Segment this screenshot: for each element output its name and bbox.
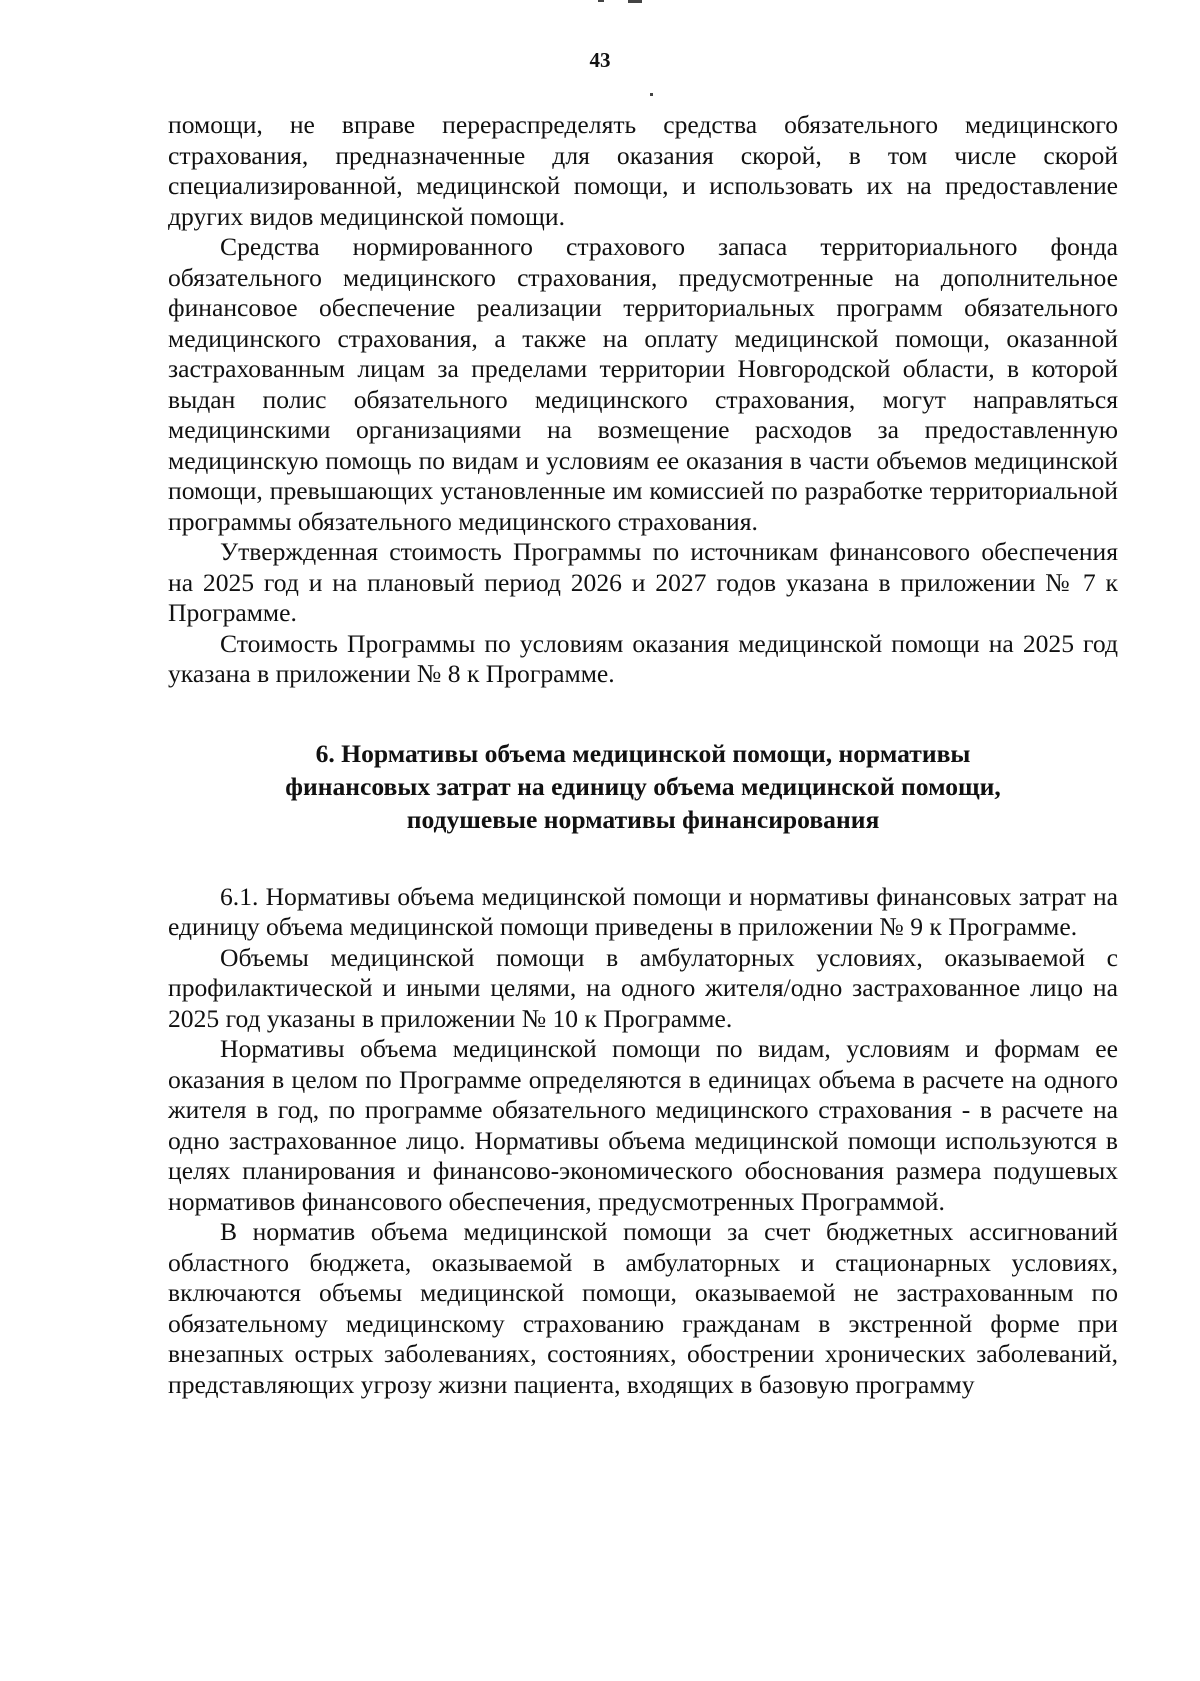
scan-mark-top bbox=[628, 0, 642, 3]
document-body bbox=[168, 110, 1118, 1400]
page-number: 43 bbox=[589, 48, 611, 72]
paragraph-3: Утвержденная стоимость Программы по источникам финансового обеспечения на 2025 год и на плановый период 2026 и 2027 годов указана в приложении № 7 к Программе. bbox=[168, 537, 1118, 627]
scan-mark-top-2 bbox=[598, 0, 604, 2]
paragraph-1: помощи, не вправе перераспределять средства обязательного медицинского страхования, предназначенные для оказания скорой, в том числе скорой специализированной, медицинской помощи, и использовать их на предоставление других видов медицинской помощи. bbox=[168, 110, 1118, 231]
paragraph-7: Нормативы объема медицинской помощи по видам, условиям и формам ее оказания в целом по Программе определяются в единицах объема в расчете на одного жителя в год, по программе обязательного медицинского страхования - в расчете на одно застрахованное лицо. Нормативы объема медицинской помощи используются в целях планирования и финансово-экономического обоснования размера подушевых нормативов финансового обеспечения, предусмотренных Программой. bbox=[168, 1034, 1118, 1216]
section-heading-line-2: финансовых затрат на единицу объема медицинской помощи, bbox=[285, 771, 1001, 801]
section-heading bbox=[168, 737, 1118, 836]
paragraph-8: В норматив объема медицинской помощи за счет бюджетных ассигнований областного бюджета, оказываемой в амбулаторных и стационарных условиях, включаются объемы медицинской помощи, оказываемой не застрахованным по обязательному медицинскому страхованию гражданам в экстренной форме при внезапных острых заболеваниях, состояниях, обострении хронических заболеваний, представляющих угрозу жизни пациента, входящих в базовую программу bbox=[168, 1217, 1118, 1399]
paragraph-5: 6.1. Нормативы объема медицинской помощи и нормативы финансовых затрат на единицу объема медицинской помощи приведены в приложении № 9 к Программе. bbox=[168, 881, 1118, 941]
section-heading-line-1: 6. Нормативы объема медицинской помощи, нормативы bbox=[315, 738, 971, 768]
scan-mark-dot bbox=[650, 93, 653, 96]
paragraph-2: Средства нормированного страхового запаса территориального фонда обязательного медицинского страхования, предусмотренные на дополнительное финансовое обеспечение реализации территориальных программ обязательного медицинского страхования, а также на оплату медицинской помощи, оказанной застрахованным лицам за пределами территории Новгородской области, в которой выдан полис обязательного медицинского страхования, могут направляться медицинскими организациями на возмещение расходов за предоставленную медицинскую помощь по видам и условиям ее оказания в части объемов медицинской помощи, превышающих установленные им комиссией по разработке территориальной программы обязательного медицинского страхования. bbox=[168, 232, 1118, 536]
section-heading-line-3: подушевые нормативы финансирования bbox=[406, 804, 880, 834]
paragraph-4: Стоимость Программы по условиям оказания медицинской помощи на 2025 год указана в приложении № 8 к Программе. bbox=[168, 628, 1118, 688]
paragraph-6: Объемы медицинской помощи в амбулаторных условиях, оказываемой с профилактической и иными целями, на одного жителя/одно застрахованное лицо на 2025 год указаны в приложении № 10 к Программе. bbox=[168, 942, 1118, 1033]
